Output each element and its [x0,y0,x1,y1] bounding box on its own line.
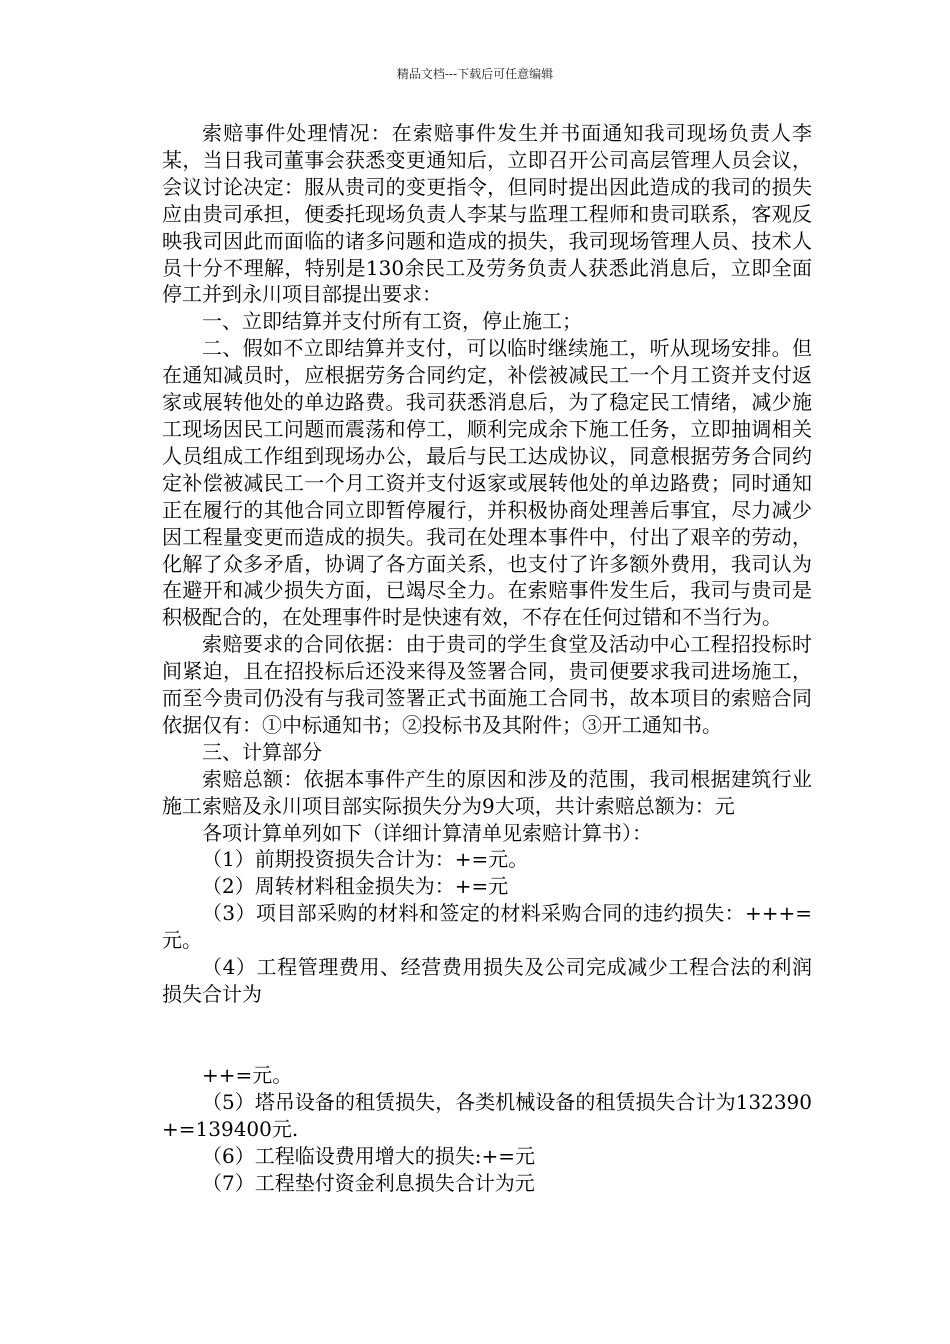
paragraph-request-two: 二、假如不立即结算并支付，可以临时继续施工，听从现场安排。但在通知减员时，应根据劳务合同约定，补偿被减民工一个月工资并支付返家或展转他处的单边路费。我司获悉消息后，为了稳定民工情绪，减少施工现场因民工问题而震荡和停工，顺利完成余下施工任务，立即抽调相关人员组成工作组到现场办公，最后与民工达成协议，同意根据劳务合同约定补偿被减民工一个月工资并支付返家或展转他处的单边路费；同时通知正在履行的其他合同立即暂停履行，并积极协商处理善后事宜，尽力减少因工程量变更而造成的损失。我司在处理本事件中，付出了艰辛的劳动，化解了众多矛盾，协调了各方面关系，也支付了许多额外费用，我司认为在避开和减少损失方面，已竭尽全力。在索赔事件发生后，我司与贵司是积极配合的，在处理事件时是快速有效，不存在任何过错和不当行为。 [162,336,812,630]
paragraph-claim-total: 索赔总额：依据本事件产生的原因和涉及的范围，我司根据建筑行业施工索赔及永川项目部实际损失分为9大项，共计索赔总额为：元 [162,766,812,818]
list-item-1: （1）前期投资损失合计为：+=元。 [202,847,529,872]
paragraph-claim-handling: 索赔事件处理情况：在索赔事件发生并书面通知我司现场负责人李某，当日我司董事会获悉变更通知后，立即召开公司高层管理人员会议，会议讨论决定：服从贵司的变更指令，但同时提出因此造成的我司的损失应由贵司承担，便委托现场负责人李某与监理工程师和贵司联系，客观反映我司因此而面临的诸多问题和造成的损失，我司现场管理人员、技术人员十分不理解，特别是130余民工及劳务负责人获悉此消息后，立即全面停工并到永川项目部提出要求： [162,121,812,307]
list-item-6: （6）工程临设费用增大的损失:+=元 [202,1143,535,1168]
list-item-4: （4）工程管理费用、经营费用损失及公司完成减少工程合法的利润损失合计为 [162,955,812,1006]
list-item-3: （3）项目部采购的材料和签定的材料采购合同的违约损失：+++=元。 [162,901,812,953]
list-item-2: （2）周转材料租金损失为：+=元 [202,874,509,899]
paragraph-contract-basis: 索赔要求的合同依据：由于贵司的学生食堂及活动中心工程招投标时间紧迫，且在招投标后还没来得及签署合同，贵司便要求我司进场施工，而至今贵司仍没有与我司签署正式书面施工合同书，故本项目的索赔合同依据仅有：①中标通知书；②投标书及其附件；③开工通知书。 [162,632,812,737]
page-header: 精品文档---下载后可任意编辑 [396,67,554,81]
list-item-7: （7）工程垫付资金利息损失合计为元 [202,1170,535,1195]
document-body [162,120,812,1196]
paragraph-itemized-intro: 各项计算单列如下（详细计算清单见索赔计算书）： [202,820,652,845]
paragraph-request-one: 一、立即结算并支付所有工资，停止施工； [202,309,582,334]
list-item-4-continued: ++=元。 [202,1062,293,1087]
list-item-5: （5）塔吊设备的租赁损失，各类机械设备的租赁损失合计为132390+=139400元. [162,1089,812,1141]
section-heading-calculation: 三、计算部分 [202,739,322,764]
